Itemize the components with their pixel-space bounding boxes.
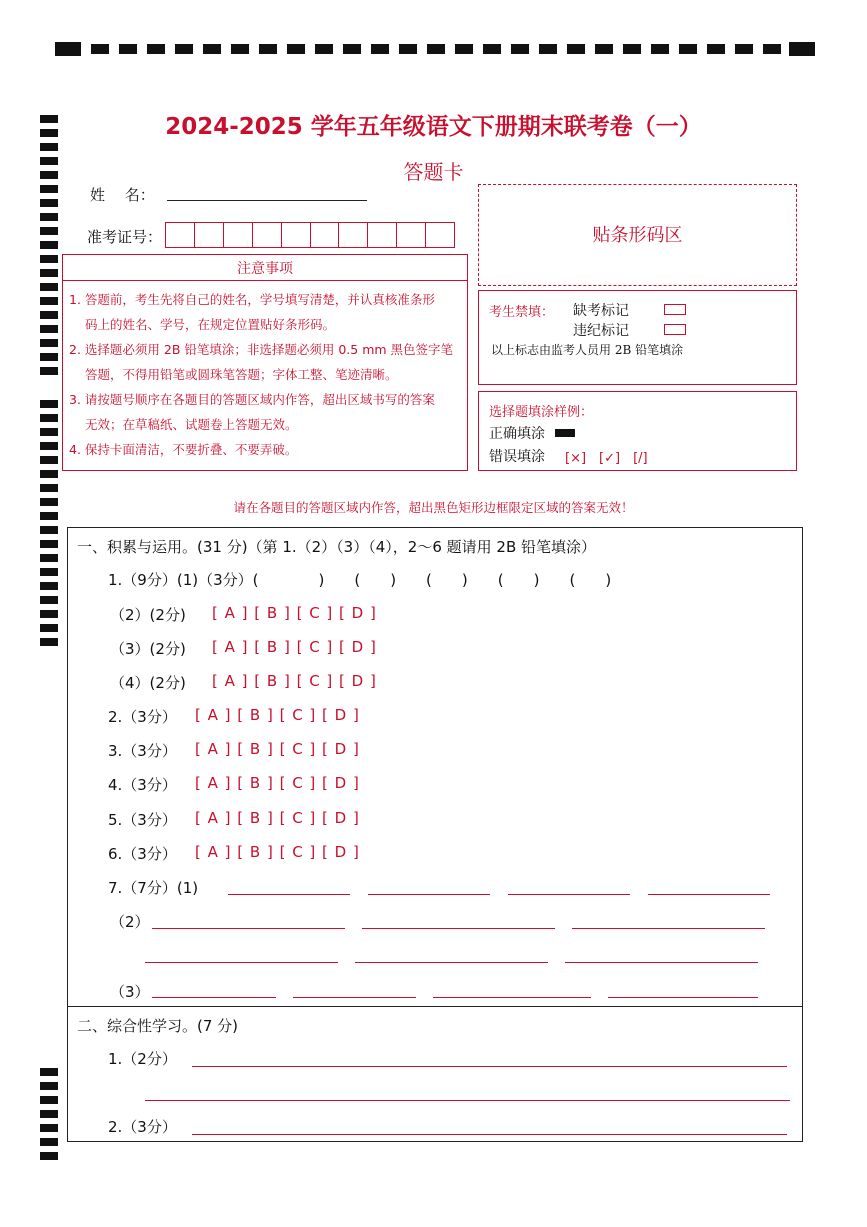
s2-q2-label: 2.（3分） bbox=[108, 1118, 177, 1136]
s2-q1-line-1[interactable] bbox=[192, 1066, 787, 1067]
notice-item-3: 3. 请按题号顺序在各题目的答题区域内作答，超出区域书写的答案 bbox=[69, 392, 435, 407]
violation-mark-label: 违纪标记 bbox=[573, 323, 629, 339]
correct-fill-sample bbox=[555, 429, 575, 437]
forbidden-label: 考生禁填： bbox=[489, 305, 555, 320]
exam-number-label: 准考证号： bbox=[87, 228, 163, 246]
q7-3-line-1[interactable] bbox=[152, 997, 276, 998]
absent-mark-label: 缺考标记 bbox=[573, 303, 629, 319]
name-field[interactable] bbox=[167, 200, 367, 201]
q7-2-label: （2） bbox=[110, 913, 150, 931]
s2-q1-line-2[interactable] bbox=[145, 1100, 790, 1101]
q7-2-line-2[interactable] bbox=[362, 928, 555, 929]
q7-1-line-2[interactable] bbox=[368, 894, 490, 895]
q7-3-label: （3） bbox=[110, 983, 150, 1001]
q1-2-options[interactable]: [ A ] [ B ] [ C ] [ D ] bbox=[212, 604, 377, 622]
page-title: 2024-2025 学年五年级语文下册期末联考卷（一） bbox=[165, 114, 702, 140]
q1-4-options[interactable]: [ A ] [ B ] [ C ] [ D ] bbox=[212, 672, 377, 690]
q7-1-line-3[interactable] bbox=[508, 894, 630, 895]
q7-2-line-6[interactable] bbox=[565, 962, 758, 963]
violation-mark-box[interactable] bbox=[664, 324, 686, 335]
q7-label: 7.（7分）(1) bbox=[108, 879, 199, 897]
notice-box bbox=[62, 254, 468, 471]
answer-area-warning: 请在各题目的答题区域内作答，超出黑色矩形边框限定区域的答案无效！ bbox=[233, 500, 634, 515]
wrong-fill-samples: [×] [✓] [/] bbox=[565, 451, 648, 466]
fill-example-label: 选择题填涂样例： bbox=[489, 405, 594, 420]
q7-2-line-1[interactable] bbox=[152, 928, 345, 929]
q3-options[interactable]: [ A ] [ B ] [ C ] [ D ] bbox=[195, 740, 360, 758]
q5-options[interactable]: [ A ] [ B ] [ C ] [ D ] bbox=[195, 809, 360, 827]
page-subtitle: 答题卡 bbox=[403, 160, 464, 184]
notice-item-1: 1. 答题前，考生先将自己的姓名，学号填写清楚，并认真核准条形 bbox=[69, 292, 435, 307]
fill-example-box bbox=[478, 391, 797, 471]
notice-heading: 注意事项 bbox=[63, 258, 467, 281]
notice-item-4: 4. 保持卡面清洁，不要折叠、不要弄破。 bbox=[69, 442, 298, 457]
forbidden-note: 以上标志由监考人员用 2B 铅笔填涂 bbox=[491, 343, 684, 357]
wrong-fill-label: 错误填涂 bbox=[489, 449, 545, 465]
barcode-label: 贴条形码区 bbox=[592, 225, 683, 246]
q7-1-line-1[interactable] bbox=[228, 894, 350, 895]
q6-options[interactable]: [ A ] [ B ] [ C ] [ D ] bbox=[195, 843, 360, 861]
forbidden-box bbox=[478, 290, 797, 385]
q4-label: 4.（3分） bbox=[108, 776, 177, 794]
absent-mark-box[interactable] bbox=[664, 304, 686, 315]
q2-label: 2.（3分） bbox=[108, 708, 177, 726]
section1-title: 一、积累与运用。(31 分)（第 1.（2）（3）（4），2～6 题请用 2B 铅笔填涂） bbox=[77, 538, 596, 556]
q1-3-label: （3）(2分) bbox=[110, 640, 186, 658]
s2-q2-line-1[interactable] bbox=[192, 1134, 787, 1135]
q7-3-line-3[interactable] bbox=[433, 997, 591, 998]
q1-4-label: （4）(2分) bbox=[110, 674, 186, 692]
q7-2-line-4[interactable] bbox=[145, 962, 338, 963]
q1-2-label: （2）(2分) bbox=[110, 606, 186, 624]
left-timing-marks-mid bbox=[40, 400, 58, 660]
notice-item-2: 2. 选择题必须用 2B 铅笔填涂；非选择题必须用 0.5 mm 黑色签字笔 bbox=[69, 342, 454, 357]
s2-q1-label: 1.（2分） bbox=[108, 1050, 177, 1068]
notice-item-2-cont: 答题，不得用铅笔或圆珠笔答题；字体工整、笔迹清晰。 bbox=[85, 367, 398, 382]
q2-options[interactable]: [ A ] [ B ] [ C ] [ D ] bbox=[195, 706, 360, 724]
q7-3-line-4[interactable] bbox=[608, 997, 758, 998]
q1-3-options[interactable]: [ A ] [ B ] [ C ] [ D ] bbox=[212, 638, 377, 656]
section-divider bbox=[67, 1006, 803, 1007]
left-timing-marks-bottom bbox=[40, 1068, 58, 1168]
q7-3-line-2[interactable] bbox=[293, 997, 416, 998]
q7-2-line-3[interactable] bbox=[572, 928, 765, 929]
section2-title: 二、综合性学习。(7 分) bbox=[77, 1017, 239, 1035]
correct-fill-label: 正确填涂 bbox=[489, 426, 545, 442]
notice-item-3-cont: 无效；在草稿纸、试题卷上答题无效。 bbox=[85, 417, 298, 432]
name-label: 姓 名： bbox=[90, 186, 155, 204]
q7-2-line-5[interactable] bbox=[355, 962, 548, 963]
q3-label: 3.（3分） bbox=[108, 742, 177, 760]
q5-label: 5.（3分） bbox=[108, 811, 177, 829]
barcode-area bbox=[478, 184, 797, 286]
q7-1-line-4[interactable] bbox=[648, 894, 770, 895]
top-timing-marks bbox=[55, 42, 815, 56]
exam-number-grid[interactable] bbox=[165, 222, 455, 248]
q6-label: 6.（3分） bbox=[108, 845, 177, 863]
notice-item-1-cont: 码上的姓名、学号，在规定位置贴好条形码。 bbox=[85, 317, 336, 332]
q4-options[interactable]: [ A ] [ B ] [ C ] [ D ] bbox=[195, 774, 360, 792]
left-timing-marks-top bbox=[40, 115, 58, 375]
q1-1-blanks[interactable]: 1.（9分）(1)（3分）( ) ( ) ( ) ( ) ( ) bbox=[108, 571, 612, 589]
